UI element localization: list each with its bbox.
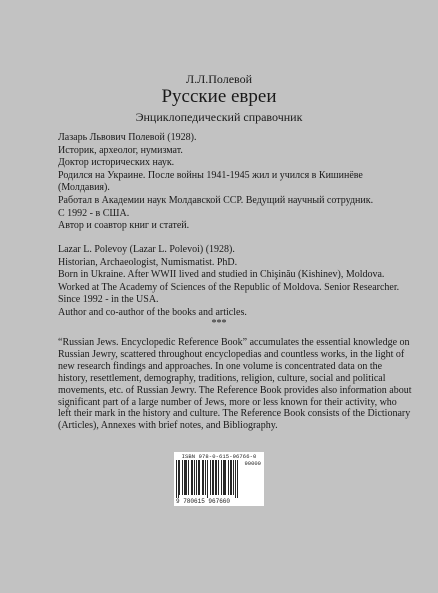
ean-number: 9 780615 967660 bbox=[176, 498, 231, 505]
description-line: left their mark in the history and culture. The Reference Book consists of the Dictionary bbox=[58, 408, 411, 420]
section-separator: *** bbox=[211, 318, 227, 329]
barcode-bars bbox=[176, 460, 238, 498]
bio-line: (Молдавия). bbox=[58, 182, 110, 194]
bio-line: С 1992 - в США. bbox=[58, 207, 130, 219]
description-line: new research findings and approaches. In one volume is concentrated data on the bbox=[58, 360, 383, 372]
bio-line: Since 1992 - in the USA. bbox=[58, 294, 159, 306]
isbn-barcode bbox=[174, 452, 264, 506]
bio-line: Worked at The Academy of Sciences of the Republic of Moldova. Senior Researcher. bbox=[58, 281, 400, 293]
bio-line: Историк, археолог, нумизмат. bbox=[58, 144, 183, 156]
description-line: “Russian Jews. Encyclopedic Reference Book” accumulates the essential knowledge on bbox=[58, 337, 410, 348]
bio-line: Родился на Украине. После войны 1941-1945 жил и учился в Кишинёве bbox=[58, 169, 363, 181]
description-line: history, resettlement, demography, traditions, religion, culture, social and political bbox=[58, 372, 386, 384]
author-bio-russian bbox=[58, 132, 418, 233]
bio-line: Автор и соавтор книг и статей. bbox=[58, 220, 190, 232]
author-bio-english bbox=[58, 244, 418, 320]
bio-line: Лазарь Львович Полевой (1928). bbox=[58, 132, 197, 143]
bio-line: Historian, Archaeologist, Numismatist. PhD. bbox=[58, 256, 238, 268]
author-name: Л.Л.Полевой bbox=[185, 72, 253, 86]
bio-line: Author and co-author of the books and articles. bbox=[58, 306, 247, 318]
description-line: (Articles), Annexes with brief notes, and Bibliography. bbox=[58, 420, 278, 432]
book-subtitle: Энциклопедический справочник bbox=[135, 110, 303, 124]
bio-line: Доктор исторических наук. bbox=[58, 157, 175, 169]
price-code: 90000 bbox=[244, 460, 261, 467]
bio-line: Работал в Академии наук Молдавской ССР. Ведущий научный сотрудник. bbox=[58, 194, 374, 206]
isbn-label: ISBN 978-0-615-96766-0 bbox=[181, 453, 257, 460]
description-line: movements, etc. of Russian Jewry. The Reference Book provides also information about bbox=[58, 384, 412, 396]
book-title: Русские евреи bbox=[161, 86, 277, 107]
bio-line: Born in Ukraine. After WWII lived and studied in Chişinău (Kishinev), Moldova. bbox=[58, 269, 385, 281]
bio-line: Lazar L. Polevoy (Lazar L. Polevoi) (1928). bbox=[58, 244, 235, 255]
book-description bbox=[58, 337, 410, 432]
description-line: Russian Jewry, scattered throughout encyclopedias and countless works, in the light of bbox=[58, 348, 405, 360]
description-line: significant part of a large number of Jews, more or less known for their activity, who bbox=[58, 396, 397, 408]
